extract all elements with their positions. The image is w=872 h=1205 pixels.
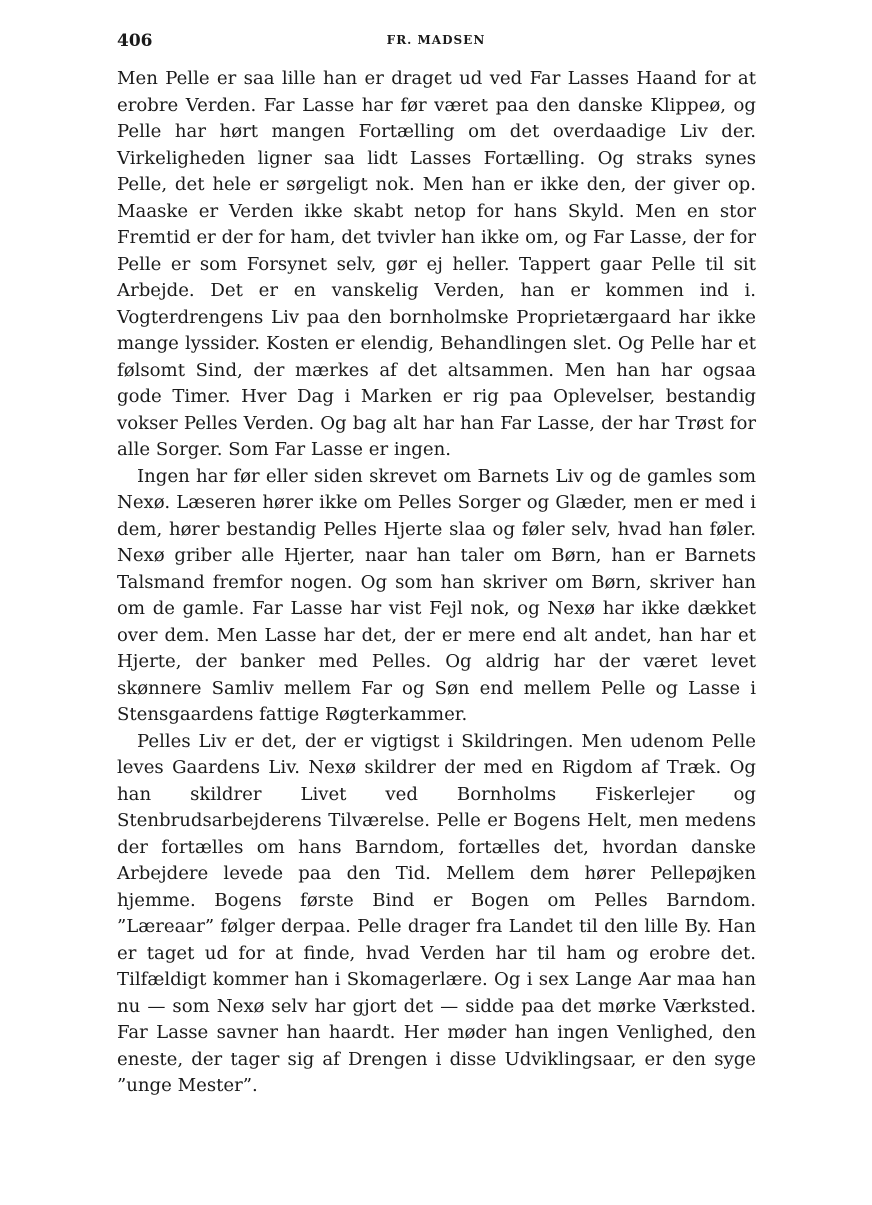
paragraph-2: Ingen har før eller siden skrevet om Barnets Liv og de gamles som Nexø. Læseren hører ikke om Pelles Sorger og Glæder, men er med i dem, hører bestandig Pelles Hjerte slaa og føler selv, hvad han føler. Nexø griber alle Hjerter, naar han taler om Børn, han er Barnets Talsmand fremfor nogen. Og som han skriver om Børn, skriver han om de gamle. Far Lasse har vist Fejl nok, og Nexø har ikke dækket over dem. Men Lasse har det, der er mere end alt andet, han har et Hjerte, der banker med Pelles. Og aldrig har der været levet skønnere Samliv mellem Far og Søn end mellem Pelle og Lasse i Stensgaardens fattige Røgterkammer.	[117, 465, 756, 725]
body-text	[117, 66, 756, 1100]
page-number: 406	[117, 31, 153, 51]
running-head: FR. MADSEN	[386, 33, 486, 47]
paragraph-3: Pelles Liv er det, der er vigtigst i Skildringen. Men udenom Pelle leves Gaardens Liv. Nexø skildrer der med en Rigdom af Træk. Og han skildrer Livet ved Bornholms Fiskerlejer og Stenbrudsarbejderens Tilværelse. Pelle er Bogens Helt, men medens der fortælles om hans Barndom, fortælles det, hvordan danske Arbejdere levede paa den Tid. Mellem dem hører Pellepøjken hjemme. Bogens første Bind er Bogen om Pelles Barndom. ”Læreaar” følger derpaa. Pelle drager fra Landet til den lille By. Han er taget ud for at finde, hvad Verden har til ham og erobre det. Tilfældigt kommer han i Skomagerlære. Og i sex Lange Aar maa han nu — som Nexø selv har gjort det — sidde paa det mørke Værksted. Far Lasse savner han haardt. Her møder han ingen Venlighed, den eneste, der tager sig af Drengen i disse Udviklingsaar, er den syge ”unge Mester”.	[117, 730, 756, 1096]
paragraph-1: Men Pelle er saa lille han er draget ud ved Far Lasses Haand for at erobre Verden. Far Lasse har før været paa den danske Klippeø, og Pelle har hørt mangen Fortælling om det overdaadige Liv der. Virkeligheden ligner saa lidt Lasses Fortælling. Og straks synes Pelle, det hele er sørgeligt nok. Men han er ikke den, der giver op. Maaske er Verden ikke skabt netop for hans Skyld. Men en stor Fremtid er der for ham, det tvivler han ikke om, og Far Lasse, der for Pelle er som Forsynet selv, gør ej heller. Tappert gaar Pelle til sit Arbejde. Det er en vanskelig Verden, han er kommen ind i. Vogterdrengens Liv paa den bornholmske Proprietærgaard har ikke mange lyssider. Kosten er elendig, Behandlingen slet. Og Pelle har et følsomt Sind, der mærkes af det altsammen. Men han har ogsaa gode Timer. Hver Dag i Marken er rig paa Oplevelser, bestandig vokser Pelles Verden. Og bag alt har han Far Lasse, der har Trøst for alle Sorger. Som Far Lasse er ingen.	[117, 68, 756, 460]
